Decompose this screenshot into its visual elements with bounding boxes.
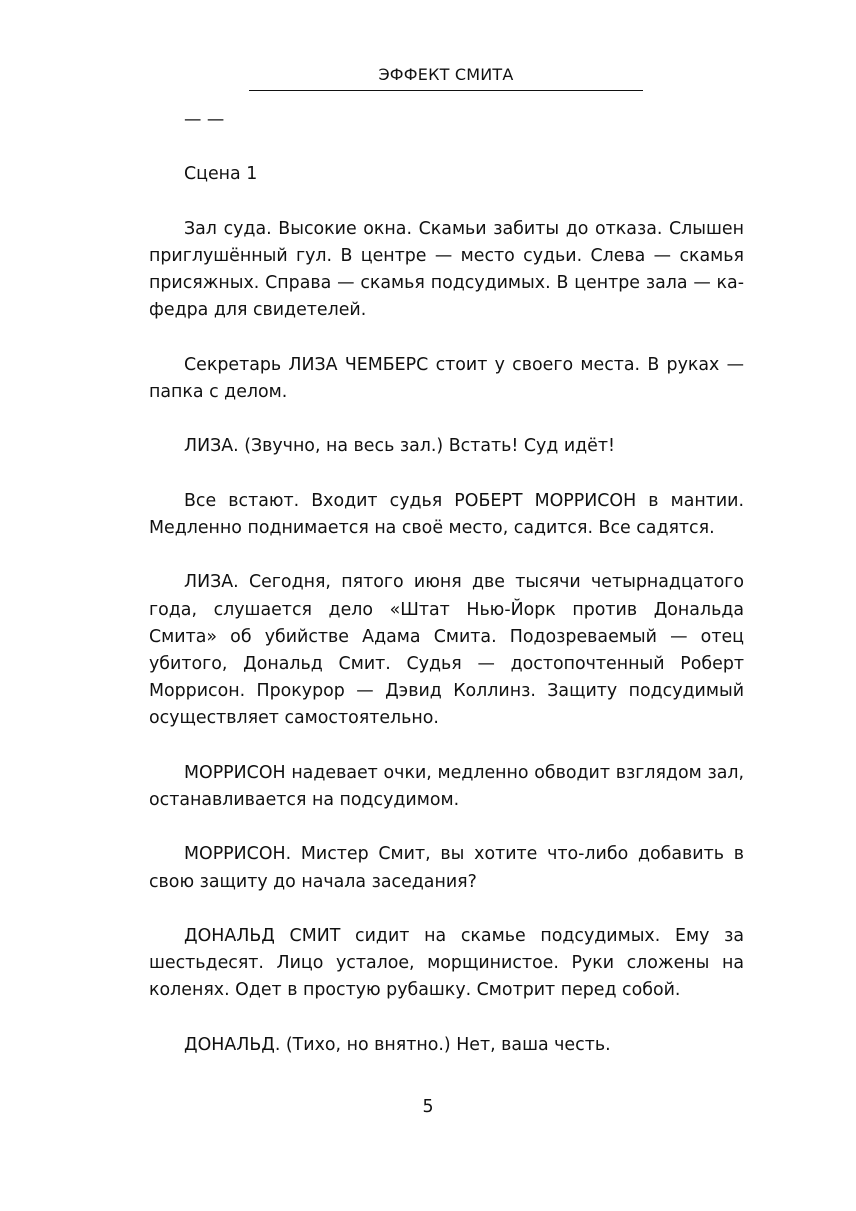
paragraph-dialogue: МОРРИСОН. Мистер Смит, вы хотите что-либо добавить в свою защиту до начала заседания?: [149, 844, 744, 892]
paragraph-dialogue: ДОНАЛЬД. (Тихо, но внятно.) Нет, ваша честь.: [184, 1034, 611, 1055]
header-rule: [249, 90, 643, 91]
page-body: [149, 107, 744, 1059]
paragraph-dialogue: ЛИЗА. Сегодня, пятого июня две тысячи четырнадцатого года, слушается дело «Штат Нью-Йорк против Дональда Смита» об убийстве Адама Смита. Подозреваемый — отец убитого, Дональд Смит. Судья — достопочтенный Роберт Моррисон. Прокурор — Дэвид Коллинз. Защиту подсудимый осуществляет самостоятельно.: [149, 572, 744, 729]
paragraph-stage-direction: Зал суда. Высокие окна. Скамьи забиты до отказа. Слышен приглушённый гул. В центре — место судьи. Слева — скамья присяжных. Справа — скамья подсудимых. В центре зала — кафедра для свидетелей.: [149, 218, 744, 321]
page-number: 5: [422, 1097, 434, 1117]
paragraph-stage-direction: Все встают. Входит судья РОБЕРТ МОРРИСОН в мантии. Медленно поднимается на своё место, садится. Все садятся.: [149, 490, 744, 538]
paragraph-stage-direction: Секретарь ЛИЗА ЧЕМБЕРС стоит у своего места. В руках — папка с делом.: [149, 354, 744, 402]
running-header-title: ЭФФЕКТ СМИТА: [378, 65, 514, 84]
paragraph-dialogue: ЛИЗА. (Звучно, на весь зал.) Встать! Суд идёт!: [184, 436, 615, 457]
paragraph-scene-heading: Сцена 1: [184, 164, 258, 185]
paragraph-stage-direction: ДОНАЛЬД СМИТ сидит на скамье подсудимых. Ему за шестьдесят. Лицо усталое, морщинистое. Руки сложены на коленях. Одет в простую рубашку. Смотрит перед собой.: [149, 925, 744, 1001]
paragraph-stage-direction: МОРРИСОН надевает очки, медленно обводит взглядом зал, останавливается на подсудимом.: [149, 762, 744, 810]
paragraph-dashes: — —: [184, 110, 225, 130]
